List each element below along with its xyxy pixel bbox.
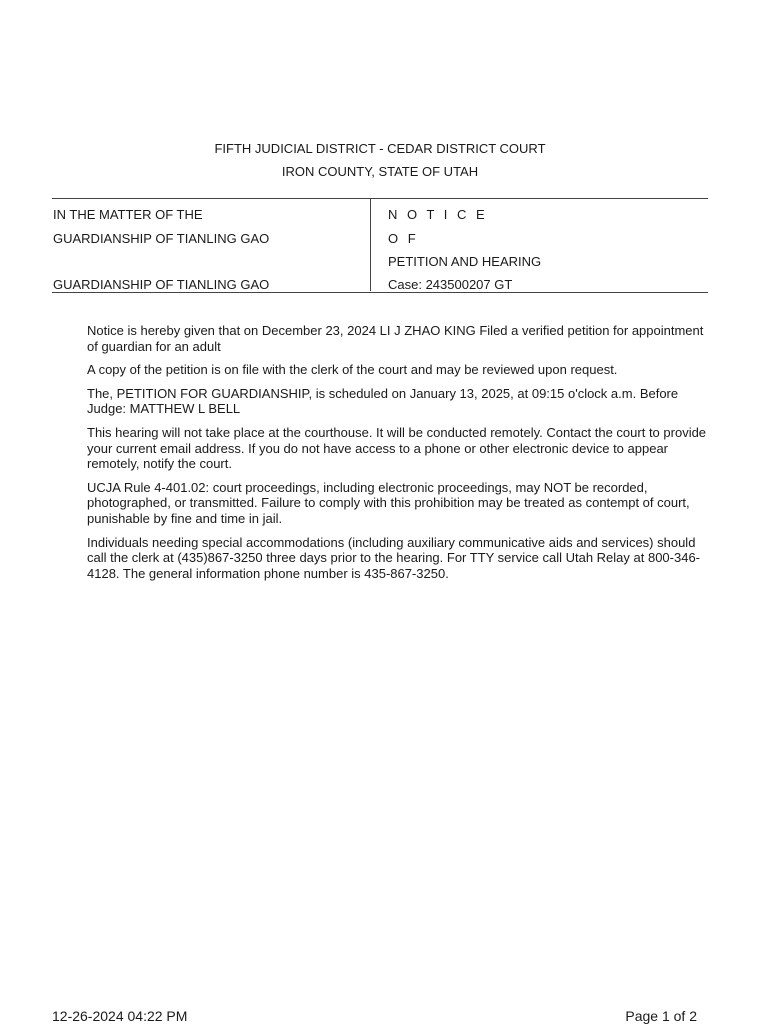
paragraph-remote-hearing: This hearing will not take place at the courthouse. It will be conducted remotely. Contact the court to provide your current email address. If you do not have access to a phone or other electronic device to appear remotely, notify the court. [87,424,707,472]
caption-guardianship-line: GUARDIANSHIP OF TIANLING GAO [53,231,270,246]
paragraph-petition-copy: A copy of the petition is on file with the clerk of the court and may be reviewed upon request. [87,362,618,378]
notice-title: N O T I C E [388,207,488,222]
paragraph-petition-filed: Notice is hereby given that on December 23, 2024 LI J ZHAO KING Filed a verified petition for appointment of guardian for an adult [87,323,704,354]
paragraph-recording-rule: UCJA Rule 4-401.02: court proceedings, including electronic proceedings, may NOT be recorded, photographed, or transmitted. Failure to comply with this prohibition may be treated as contempt of court, punishable by fine and time in jail. [87,479,690,526]
footer-page-number: Page 1 of 2 [625,1008,697,1024]
caption-guardianship-line-repeat: GUARDIANSHIP OF TIANLING GAO [53,277,270,292]
caption-divider [370,199,371,291]
paragraph-accommodations: Individuals needing special accommodations (including auxiliary communicative aids and services) should call the clerk at (435)867-3250 three days prior to the hearing. For TTY service call Utah Relay at 800-346-4128. The general information phone number is 435-867-3250. [87,534,700,581]
notice-subject: PETITION AND HEARING [388,254,542,269]
paragraph-hearing-schedule: The, PETITION FOR GUARDIANSHIP, is scheduled on January 13, 2025, at 09:15 o'clock a.m. Before Judge: MATTHEW L BELL [87,385,679,417]
case-caption [52,198,708,293]
court-name: FIFTH JUDICIAL DISTRICT - CEDAR DISTRICT COURT [214,141,546,156]
caption-matter-line: IN THE MATTER OF THE [53,207,203,222]
court-county: IRON COUNTY, STATE OF UTAH [281,164,479,179]
case-number: Case: 243500207 GT [388,277,513,292]
notice-of: O F [388,231,419,246]
notice-body [87,323,707,589]
court-header [0,137,760,183]
footer-timestamp: 12-26-2024 04:22 PM [52,1008,188,1024]
